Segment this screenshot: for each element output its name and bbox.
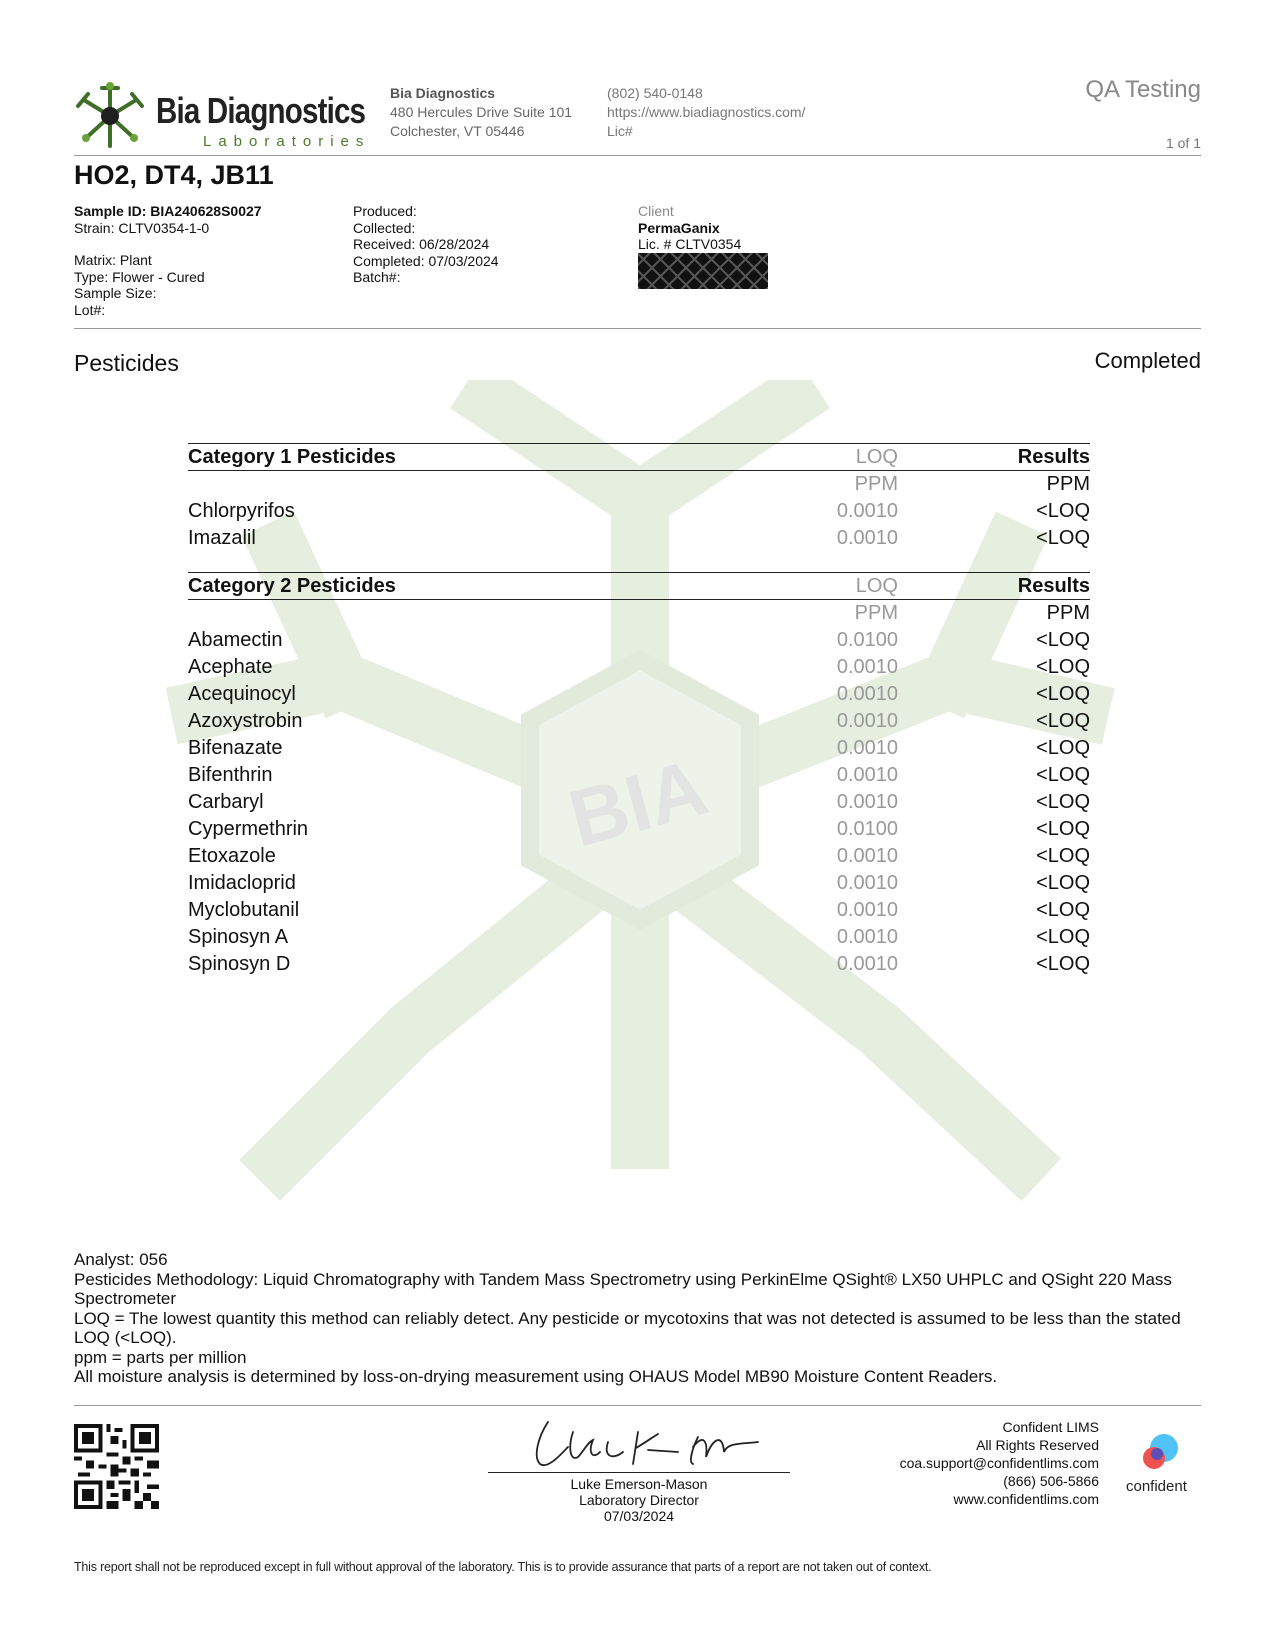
sample-info: [74, 203, 262, 318]
page-number: 1 of 1: [1165, 135, 1201, 151]
client-info: [638, 203, 741, 253]
analyte-name: Azoxystrobin: [188, 710, 303, 732]
lab-phone: (802) 540-0148: [607, 85, 703, 101]
lab-license: Lic#: [607, 123, 633, 139]
table-row: [188, 816, 1090, 843]
disclaimer: This report shall not be reproduced except in full without approval of the laboratory. This is to provide assurance that parts of a report are not taken out of context.: [74, 1560, 932, 1574]
table-header: [188, 444, 1090, 471]
analyte-name: Spinosyn D: [188, 953, 291, 975]
analyte-name: Chlorpyrifos: [188, 500, 295, 522]
sample-id: Sample ID: BIA240628S0027: [74, 203, 262, 219]
loq-unit: PPM: [854, 473, 898, 495]
analyte-loq: 0.0010: [836, 872, 898, 894]
ppm-definition: ppm = parts per million: [74, 1347, 247, 1367]
qr-code-icon: [74, 1424, 159, 1509]
analyte-loq: 0.0100: [836, 629, 898, 651]
lab-logo-subtitle: Laboratories: [203, 133, 371, 150]
analyte-name: Spinosyn A: [188, 926, 289, 948]
analyte-loq: 0.0010: [836, 500, 898, 522]
svg-text:BIA: BIA: [559, 741, 717, 864]
analyte-result: <LOQ: [1036, 737, 1090, 759]
analyte-result: <LOQ: [1036, 656, 1090, 678]
client-label: Client: [638, 203, 674, 219]
client-name: PermaGanix: [638, 219, 720, 236]
table-heading: Category 2 Pesticides: [188, 573, 748, 600]
analyte-loq: 0.0010: [836, 845, 898, 867]
analyte-name: Abamectin: [188, 629, 283, 651]
sample-produced: Produced:: [353, 203, 417, 219]
lims-phone: (866) 506-5866: [1003, 1473, 1099, 1489]
category-1-table: [188, 443, 1090, 552]
footer-divider: [74, 1405, 1201, 1406]
table-row: [188, 897, 1090, 924]
signer-name: Luke Emerson-Mason: [570, 1476, 708, 1492]
sample-batch: Batch#:: [353, 269, 401, 285]
loq-column-header: LOQ: [748, 573, 898, 600]
lims-website: www.confidentlims.com: [953, 1491, 1099, 1507]
analyte-loq: 0.0010: [836, 683, 898, 705]
sample-collected: Collected:: [353, 219, 416, 236]
analyte-result: <LOQ: [1036, 818, 1090, 840]
analyte-result: <LOQ: [1036, 764, 1090, 786]
analyte-name: Cypermethrin: [188, 818, 309, 840]
results-unit: PPM: [1046, 602, 1090, 624]
table-heading: Category 1 Pesticides: [188, 444, 748, 471]
analyte-result: <LOQ: [1036, 527, 1090, 549]
redacted-block: [638, 253, 768, 289]
analyte-loq: 0.0010: [836, 737, 898, 759]
lims-email: coa.support@confidentlims.com: [899, 1455, 1099, 1471]
analyte-result: <LOQ: [1036, 629, 1090, 651]
sample-lot: Lot#:: [74, 301, 106, 318]
lims-name: Confident LIMS: [1002, 1419, 1099, 1435]
analyte-result: <LOQ: [1036, 710, 1090, 732]
info-divider: [74, 328, 1201, 329]
client-license: Lic. # CLTV0354: [638, 236, 742, 252]
table-row: [188, 525, 1090, 552]
analyte-result: <LOQ: [1036, 899, 1090, 921]
category-2-table: [188, 572, 1090, 978]
analyte-name: Acephate: [188, 656, 273, 678]
methodology: Pesticides Methodology: Liquid Chromatography with Tandem Mass Spectrometry using PerkinElme QSight® LX50 UHPLC and QSight 220 Mass Spectrometer: [74, 1269, 1172, 1308]
sample-title: HO2, DT4, JB11: [74, 160, 274, 190]
signature-icon: [488, 1412, 788, 1472]
results-unit: PPM: [1046, 473, 1090, 495]
analyte-loq: 0.0010: [836, 764, 898, 786]
signature-line: [488, 1472, 790, 1473]
table-row: [188, 951, 1090, 978]
table-row: [188, 870, 1090, 897]
analyte-name: Bifenazate: [188, 737, 283, 759]
table-row: [188, 627, 1090, 654]
analyte-loq: 0.0010: [836, 926, 898, 948]
analyte-loq: 0.0010: [836, 656, 898, 678]
analyte-loq: 0.0010: [836, 710, 898, 732]
report-type: QA Testing: [1085, 76, 1201, 103]
lab-address: [390, 84, 572, 141]
lab-website: https://www.biadiagnostics.com/: [607, 104, 806, 120]
analyte-loq: 0.0010: [836, 899, 898, 921]
table-row: [188, 924, 1090, 951]
results-column-header: Results: [898, 444, 1090, 471]
section-status: Completed: [1094, 348, 1201, 373]
moisture-note: All moisture analysis is determined by loss-on-drying measurement using OHAUS Model MB90 Moisture Content Readers.: [74, 1367, 998, 1386]
lab-contact: [607, 84, 805, 141]
units-row: [188, 600, 1090, 628]
units-row: [188, 471, 1090, 499]
sample-matrix: Matrix: Plant: [74, 252, 152, 268]
analyst: Analyst: 056: [74, 1250, 168, 1269]
method-notes: [74, 1250, 1201, 1387]
sample-dates: [353, 203, 499, 286]
results-column-header: Results: [898, 573, 1090, 600]
analyte-name: Bifenthrin: [188, 764, 273, 786]
analyte-loq: 0.0010: [836, 791, 898, 813]
table-row: [188, 708, 1090, 735]
lab-name: Bia Diagnostics: [390, 85, 496, 101]
loq-column-header: LOQ: [748, 444, 898, 471]
confident-logo-text: confident: [1126, 1478, 1187, 1495]
lab-address-line2: Colchester, VT 05446: [390, 123, 525, 139]
table-row: [188, 498, 1090, 525]
analyte-name: Etoxazole: [188, 845, 276, 867]
table-row: [188, 681, 1090, 708]
table-row: [188, 843, 1090, 870]
lab-logo-title: Bia Diagnostics: [156, 90, 366, 131]
analyte-result: <LOQ: [1036, 791, 1090, 813]
analyte-name: Carbaryl: [188, 791, 264, 813]
bia-molecule-logo-icon: [74, 80, 146, 152]
lab-address-line1: 480 Hercules Drive Suite 101: [390, 104, 573, 120]
analyte-result: <LOQ: [1036, 926, 1090, 948]
analyte-name: Acequinocyl: [188, 683, 296, 705]
analyte-loq: 0.0100: [836, 818, 898, 840]
lims-info: [900, 1418, 1099, 1508]
sample-size: Sample Size:: [74, 285, 157, 301]
sample-strain: Strain: CLTV0354-1-0: [74, 219, 210, 236]
analyte-name: Myclobutanil: [188, 899, 300, 921]
loq-definition: LOQ = The lowest quantity this method can reliably detect. Any pesticide or mycotoxins that was not detected is assumed to be less than the stated LOQ (<LOQ).: [74, 1308, 1181, 1347]
section-title: Pesticides: [74, 350, 179, 376]
sample-received: Received: 06/28/2024: [353, 236, 490, 252]
sample-completed: Completed: 07/03/2024: [353, 252, 499, 269]
signer-block: [488, 1476, 790, 1524]
analyte-loq: 0.0010: [836, 953, 898, 975]
analyte-result: <LOQ: [1036, 845, 1090, 867]
table-row: [188, 735, 1090, 762]
analyte-result: <LOQ: [1036, 500, 1090, 522]
lims-rights: All Rights Reserved: [976, 1437, 1099, 1453]
sample-type: Type: Flower - Cured: [74, 268, 205, 285]
table-row: [188, 654, 1090, 681]
analyte-name: Imazalil: [188, 527, 256, 549]
loq-unit: PPM: [854, 602, 898, 624]
analyte-name: Imidacloprid: [188, 872, 296, 894]
analyte-result: <LOQ: [1036, 872, 1090, 894]
analyte-loq: 0.0010: [836, 527, 898, 549]
header-divider: [74, 155, 1201, 156]
analyte-result: <LOQ: [1036, 953, 1090, 975]
table-row: [188, 762, 1090, 789]
table-header: [188, 573, 1090, 600]
table-row: [188, 789, 1090, 816]
signer-title: Laboratory Director: [579, 1492, 699, 1508]
signer-date: 07/03/2024: [603, 1508, 675, 1524]
analyte-result: <LOQ: [1036, 683, 1090, 705]
confident-logo-icon: [1138, 1432, 1182, 1476]
